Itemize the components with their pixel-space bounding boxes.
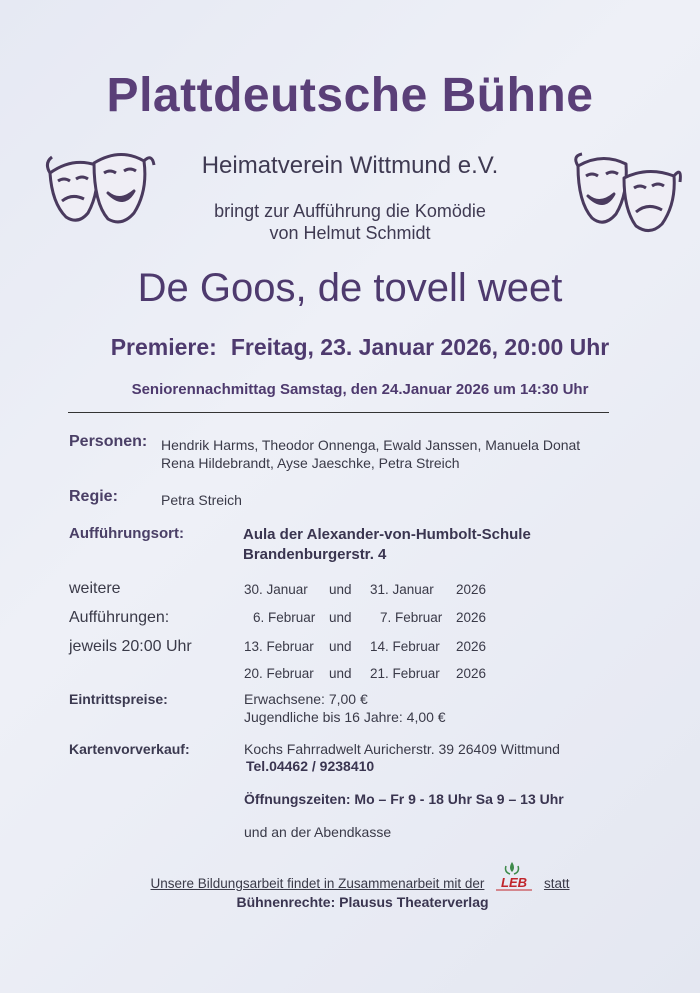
schedule-row-4-und: und [329, 666, 352, 681]
schedule-row-4-date1: 20. Februar [244, 666, 314, 681]
personen-label: Personen: [69, 433, 148, 450]
schedule-row-2-und: und [329, 610, 352, 625]
poster-title: Plattdeutsche Bühne [106, 69, 594, 122]
verein-name: Heimatverein Wittmund e.V. [201, 152, 499, 179]
schedule-row-3-date2: 14. Februar [370, 639, 440, 654]
regie-value: Petra Streich [161, 492, 242, 508]
vorverkauf-tel: Tel.04462 / 9238410 [246, 758, 375, 774]
schedule-label-2: Aufführungen: [69, 609, 170, 626]
ort-line-1: Aula der Alexander-von-Humbolt-Schule [243, 526, 531, 543]
ort-value [243, 525, 531, 565]
abendkasse: und an der Abendkasse [244, 824, 392, 840]
regie-label: Regie: [69, 488, 118, 505]
footer-text-before: Unsere Bildungsarbeit findet in Zusammenarbeit mit der [150, 876, 485, 891]
leb-logo [490, 860, 538, 894]
footer-text-after: statt [543, 876, 570, 891]
schedule-row-1-year: 2026 [456, 582, 487, 597]
schedule-label-3: jeweils 20:00 Uhr [69, 638, 192, 655]
buehnenrechte: Bühnenrechte: Plausus Theaterverlag [236, 894, 489, 910]
intro-line-2: von Helmut Schmidt [269, 223, 431, 243]
vorverkauf-hours: Öffnungszeiten: Mo – Fr 9 - 18 Uhr Sa 9 – 13 Uhr [244, 791, 564, 807]
premiere-line [0, 334, 700, 361]
schedule-row-3-date1: 13. Februar [244, 639, 314, 654]
premiere-label: Premiere: [110, 334, 217, 360]
schedule-row-1-date1: 30. Januar [244, 582, 308, 597]
vorverkauf-address: Kochs Fahrradwelt Auricherstr. 39 26409 Wittmund [244, 741, 560, 757]
schedule-label-1: weitere [69, 580, 121, 597]
personen-line-1: Hendrik Harms, Theodor Onnenga, Ewald Janssen, Manuela Donat [161, 437, 581, 453]
price-youth: Jugendliche bis 16 Jahre: 4,00 € [244, 709, 446, 725]
play-title: De Goos, de tovell weet [137, 266, 563, 310]
schedule-row-4-year: 2026 [456, 666, 487, 681]
divider [68, 412, 609, 413]
ort-label: Aufführungsort: [69, 525, 184, 542]
prices-value [244, 690, 446, 726]
schedule-row-2-year: 2026 [456, 610, 487, 625]
schedule-row-1-date2: 31. Januar [370, 582, 434, 597]
vorverkauf-label: Kartenvorverkauf: [69, 741, 190, 757]
schedule-row-3-year: 2026 [456, 639, 487, 654]
leb-logo-text: LEB [501, 875, 528, 890]
schedule-row-1-und: und [329, 582, 352, 597]
premiere-date: Freitag, 23. Januar 2026, 20:00 Uhr [230, 334, 610, 360]
intro-line-1: bringt zur Aufführung die Komödie [214, 201, 486, 221]
personen-value [161, 436, 580, 472]
intro-text [0, 200, 700, 244]
footer-bildung [0, 860, 700, 894]
personen-line-2: Rena Hildebrandt, Ayse Jaeschke, Petra Streich [161, 455, 460, 471]
price-adult: Erwachsene: 7,00 € [244, 691, 368, 707]
schedule-row-3-und: und [329, 639, 352, 654]
senioren-line: Seniorennachmittag Samstag, den 24.Januar 2026 um 14:30 Uhr [131, 381, 589, 398]
schedule-row-2-date2: 7. Februar [380, 610, 443, 625]
ort-line-2: Brandenburgerstr. 4 [243, 546, 387, 563]
schedule-row-4-date2: 21. Februar [370, 666, 440, 681]
schedule-row-2-date1: 6. Februar [253, 610, 316, 625]
prices-label: Eintrittspreise: [69, 691, 168, 707]
